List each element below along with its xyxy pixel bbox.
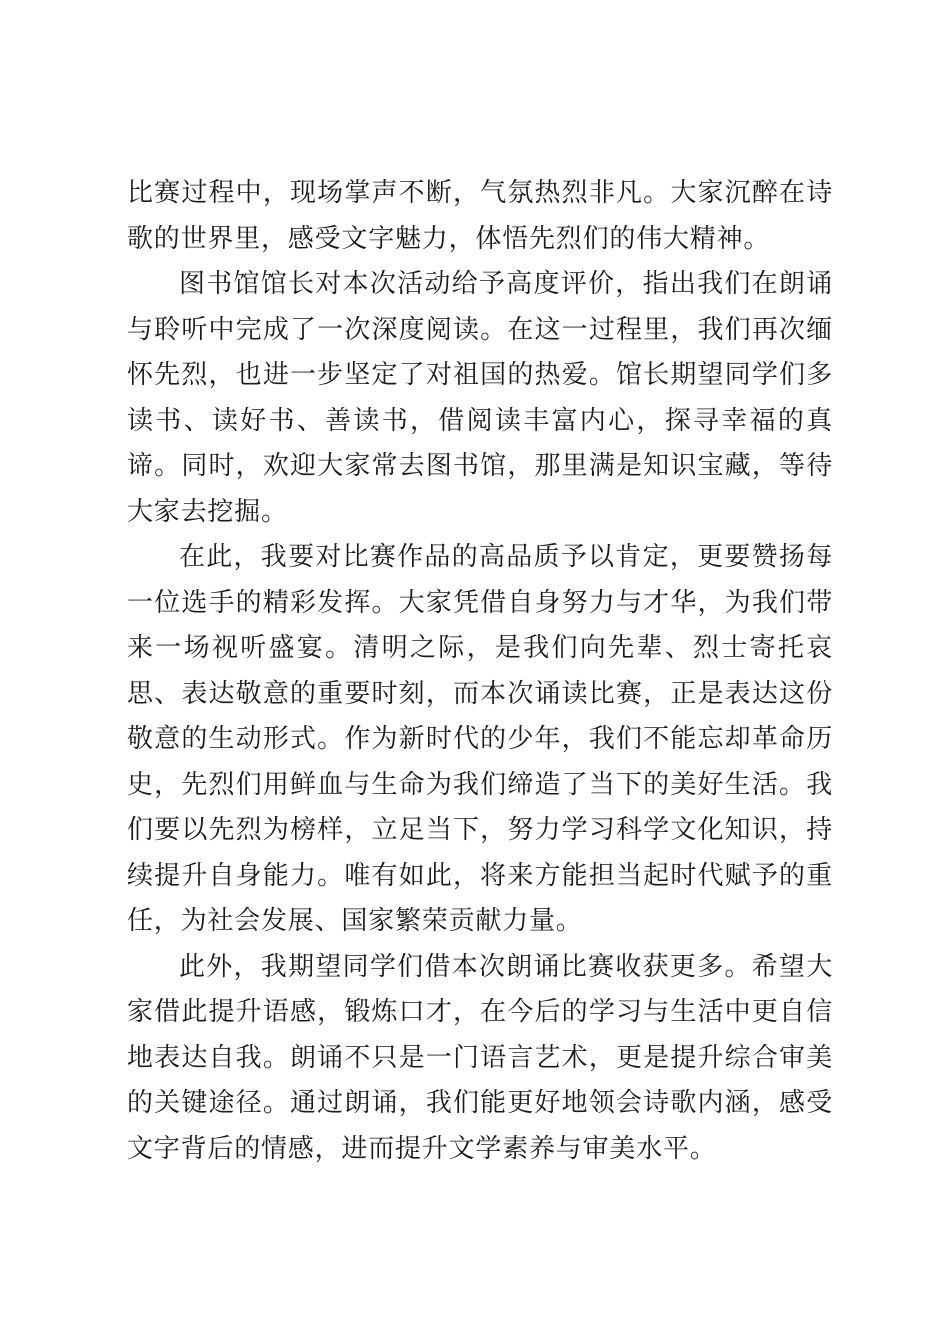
paragraph-expectations: 此外，我期望同学们借本次朗诵比赛收获更多。希望大家借此提升语感，锻炼口才，在今后的学习与生活中更自信地表达自我。朗诵不只是一门语言艺术，更是提升综合审美的关键途径。通过朗诵，我们能更好地领会诗歌内涵，感受文字背后的情感，进而提升文学素养与审美水平。 bbox=[127, 951, 833, 1164]
document-body bbox=[127, 171, 833, 1172]
paragraph-continued: 比赛过程中，现场掌声不断，气氛热烈非凡。大家沉醉在诗歌的世界里，感受文字魅力，体悟先烈们的伟大精神。 bbox=[127, 178, 833, 254]
paragraph-library-director: 图书馆馆长对本次活动给予高度评价，指出我们在朗诵与聆听中完成了一次深度阅读。在这一过程里，我们再次缅怀先烈，也进一步坚定了对祖国的热爱。馆长期望同学们多读书、读好书、善读书，借阅读丰富内心，探寻幸福的真谛。同时，欢迎大家常去图书馆，那里满是知识宝藏，等待大家去挖掘。 bbox=[127, 269, 833, 527]
paragraph-praise-contestants: 在此，我要对比赛作品的高品质予以肯定，更要赞扬每一位选手的精彩发挥。大家凭借自身努力与才华，为我们带来一场视听盛宴。清明之际，是我们向先辈、烈士寄托哀思、表达敬意的重要时刻，而本次诵读比赛，正是表达这份敬意的生动形式。作为新时代的少年，我们不能忘却革命历史，先烈们用鲜血与生命为我们缔造了当下的美好生活。我们要以先烈为榜样，立足当下，努力学习科学文化知识，持续提升自身能力。唯有如此，将来方能担当起时代赋予的重任，为社会发展、国家繁荣贡献力量。 bbox=[127, 542, 833, 936]
